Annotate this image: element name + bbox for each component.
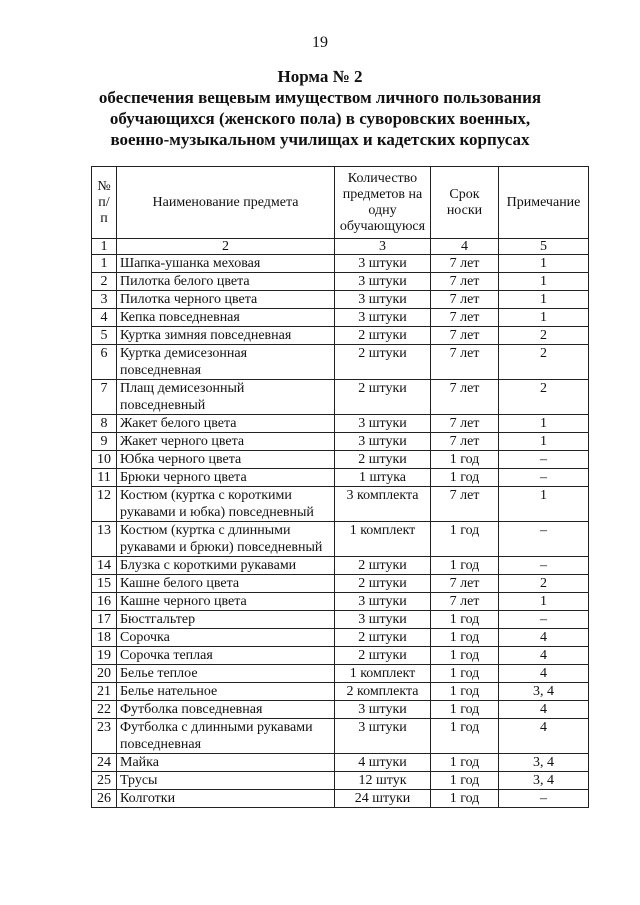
title-line-4: военно-музыкальном училищах и кадетских корпусах xyxy=(110,130,530,149)
cell-name: Майка xyxy=(117,754,335,772)
cell-note: – xyxy=(499,451,589,469)
cell-note: 4 xyxy=(499,701,589,719)
cell-term: 1 год xyxy=(431,522,499,557)
cell-note: 3, 4 xyxy=(499,772,589,790)
column-numbers xyxy=(92,239,589,255)
cell-term: 7 лет xyxy=(431,273,499,291)
cell-name: Сорочка xyxy=(117,629,335,647)
norm-table xyxy=(91,166,589,808)
cell-term: 7 лет xyxy=(431,433,499,451)
cell-qty: 3 штуки xyxy=(335,273,431,291)
cell-num: 12 xyxy=(92,487,117,522)
cell-num: 4 xyxy=(92,309,117,327)
cell-name: Бюстгальтер xyxy=(117,611,335,629)
table-row xyxy=(92,469,589,487)
cell-name: Кашне белого цвета xyxy=(117,575,335,593)
cell-qty: 2 штуки xyxy=(335,629,431,647)
cell-num: 23 xyxy=(92,719,117,754)
cell-term: 1 год xyxy=(431,647,499,665)
cell-note: 3, 4 xyxy=(499,683,589,701)
cell-num: 21 xyxy=(92,683,117,701)
cell-term: 7 лет xyxy=(431,309,499,327)
cell-note: 2 xyxy=(499,327,589,345)
cell-term: 1 год xyxy=(431,665,499,683)
cell-qty: 3 штуки xyxy=(335,309,431,327)
cell-num: 5 xyxy=(92,327,117,345)
table-row xyxy=(92,522,589,557)
cell-term: 7 лет xyxy=(431,291,499,309)
cell-qty: 1 комплект xyxy=(335,665,431,683)
cell-note: 2 xyxy=(499,345,589,380)
table-row xyxy=(92,345,589,380)
cell-term: 1 год xyxy=(431,629,499,647)
cell-name: Трусы xyxy=(117,772,335,790)
cell-qty: 4 штуки xyxy=(335,754,431,772)
cell-num: 14 xyxy=(92,557,117,575)
cell-name: Плащ демисезонный повседневный xyxy=(117,380,335,415)
table-row xyxy=(92,557,589,575)
cell-num: 6 xyxy=(92,345,117,380)
table-row xyxy=(92,291,589,309)
cell-note: 1 xyxy=(499,291,589,309)
cell-note: – xyxy=(499,522,589,557)
column-number: 3 xyxy=(335,239,431,255)
cell-qty: 2 штуки xyxy=(335,647,431,665)
cell-name: Юбка черного цвета xyxy=(117,451,335,469)
cell-note: 4 xyxy=(499,629,589,647)
cell-qty: 2 штуки xyxy=(335,327,431,345)
cell-note: – xyxy=(499,611,589,629)
cell-num: 19 xyxy=(92,647,117,665)
cell-qty: 3 штуки xyxy=(335,433,431,451)
cell-note: – xyxy=(499,790,589,808)
column-number: 4 xyxy=(431,239,499,255)
cell-qty: 1 штука xyxy=(335,469,431,487)
cell-num: 16 xyxy=(92,593,117,611)
cell-num: 3 xyxy=(92,291,117,309)
table-row xyxy=(92,593,589,611)
cell-term: 1 год xyxy=(431,790,499,808)
column-number: 5 xyxy=(499,239,589,255)
cell-term: 1 год xyxy=(431,611,499,629)
cell-name: Куртка зимняя повседневная xyxy=(117,327,335,345)
cell-term: 7 лет xyxy=(431,415,499,433)
cell-name: Колготки xyxy=(117,790,335,808)
cell-qty: 3 штуки xyxy=(335,415,431,433)
table-row xyxy=(92,255,589,273)
cell-num: 11 xyxy=(92,469,117,487)
cell-name: Жакет черного цвета xyxy=(117,433,335,451)
cell-note: 3, 4 xyxy=(499,754,589,772)
table-row xyxy=(92,327,589,345)
header-term: Срок носки xyxy=(431,167,499,239)
cell-num: 20 xyxy=(92,665,117,683)
cell-num: 8 xyxy=(92,415,117,433)
cell-qty: 3 штуки xyxy=(335,611,431,629)
table-row xyxy=(92,309,589,327)
header-note: Примечание xyxy=(499,167,589,239)
table-row xyxy=(92,433,589,451)
cell-term: 1 год xyxy=(431,701,499,719)
cell-name: Брюки черного цвета xyxy=(117,469,335,487)
cell-name: Белье нательное xyxy=(117,683,335,701)
cell-num: 15 xyxy=(92,575,117,593)
cell-num: 1 xyxy=(92,255,117,273)
cell-name: Кашне черного цвета xyxy=(117,593,335,611)
cell-term: 1 год xyxy=(431,719,499,754)
cell-term: 7 лет xyxy=(431,487,499,522)
cell-num: 13 xyxy=(92,522,117,557)
cell-note: 2 xyxy=(499,575,589,593)
cell-term: 1 год xyxy=(431,772,499,790)
table-row xyxy=(92,665,589,683)
cell-note: 4 xyxy=(499,647,589,665)
cell-num: 10 xyxy=(92,451,117,469)
table-row xyxy=(92,629,589,647)
cell-term: 1 год xyxy=(431,754,499,772)
cell-name: Сорочка теплая xyxy=(117,647,335,665)
table-row xyxy=(92,701,589,719)
cell-note: 4 xyxy=(499,665,589,683)
cell-note: 1 xyxy=(499,593,589,611)
cell-num: 25 xyxy=(92,772,117,790)
cell-name: Футболка повседневная xyxy=(117,701,335,719)
cell-term: 1 год xyxy=(431,557,499,575)
cell-qty: 3 комплекта xyxy=(335,487,431,522)
table-row xyxy=(92,415,589,433)
cell-qty: 2 штуки xyxy=(335,451,431,469)
cell-num: 7 xyxy=(92,380,117,415)
cell-qty: 1 комплект xyxy=(335,522,431,557)
cell-name: Костюм (куртка с длинными рукавами и брюки) повседневный xyxy=(117,522,335,557)
cell-name: Белье теплое xyxy=(117,665,335,683)
table-row xyxy=(92,487,589,522)
cell-note: – xyxy=(499,469,589,487)
cell-note: 1 xyxy=(499,309,589,327)
header-num: № п/п xyxy=(92,167,117,239)
cell-term: 7 лет xyxy=(431,380,499,415)
cell-num: 24 xyxy=(92,754,117,772)
cell-qty: 24 штуки xyxy=(335,790,431,808)
cell-qty: 12 штук xyxy=(335,772,431,790)
cell-name: Куртка демисезонная повседневная xyxy=(117,345,335,380)
cell-term: 1 год xyxy=(431,451,499,469)
cell-term: 7 лет xyxy=(431,327,499,345)
cell-term: 1 год xyxy=(431,683,499,701)
cell-num: 26 xyxy=(92,790,117,808)
cell-note: 1 xyxy=(499,487,589,522)
table-row xyxy=(92,380,589,415)
title-line-1: Норма № 2 xyxy=(277,67,363,86)
cell-note: 4 xyxy=(499,719,589,754)
cell-note: 1 xyxy=(499,273,589,291)
table-row xyxy=(92,611,589,629)
table-row xyxy=(92,772,589,790)
header-name: Наименование предмета xyxy=(117,167,335,239)
table-row xyxy=(92,575,589,593)
cell-qty: 2 штуки xyxy=(335,557,431,575)
table-body xyxy=(92,255,589,808)
header-qty: Количество предметов на одну обучающуюся xyxy=(335,167,431,239)
cell-num: 18 xyxy=(92,629,117,647)
cell-name: Шапка-ушанка меховая xyxy=(117,255,335,273)
column-number: 2 xyxy=(117,239,335,255)
cell-term: 7 лет xyxy=(431,255,499,273)
table-row xyxy=(92,683,589,701)
cell-term: 1 год xyxy=(431,469,499,487)
column-numbers-row xyxy=(92,239,589,255)
page-number: 19 xyxy=(312,34,328,51)
cell-note: 1 xyxy=(499,255,589,273)
cell-note: 1 xyxy=(499,415,589,433)
cell-name: Жакет белого цвета xyxy=(117,415,335,433)
cell-qty: 2 штуки xyxy=(335,345,431,380)
table-row xyxy=(92,790,589,808)
table-row xyxy=(92,754,589,772)
table-row xyxy=(92,273,589,291)
document-title xyxy=(0,66,640,150)
cell-qty: 2 штуки xyxy=(335,575,431,593)
cell-name: Футболка с длинными рукавами повседневная xyxy=(117,719,335,754)
cell-name: Пилотка белого цвета xyxy=(117,273,335,291)
title-line-2: обеспечения вещевым имуществом личного пользования xyxy=(98,88,542,107)
cell-num: 9 xyxy=(92,433,117,451)
cell-name: Блузка с короткими рукавами xyxy=(117,557,335,575)
table-header xyxy=(92,167,589,239)
title-line-3: обучающихся (женского пола) в суворовских военных, xyxy=(109,109,531,128)
table-row xyxy=(92,451,589,469)
header-row xyxy=(92,167,589,239)
column-number: 1 xyxy=(92,239,117,255)
cell-term: 7 лет xyxy=(431,593,499,611)
cell-num: 22 xyxy=(92,701,117,719)
cell-note: 1 xyxy=(499,433,589,451)
cell-qty: 3 штуки xyxy=(335,593,431,611)
cell-name: Кепка повседневная xyxy=(117,309,335,327)
cell-qty: 2 комплекта xyxy=(335,683,431,701)
cell-qty: 2 штуки xyxy=(335,380,431,415)
cell-term: 7 лет xyxy=(431,575,499,593)
cell-note: 2 xyxy=(499,380,589,415)
table-row xyxy=(92,719,589,754)
cell-num: 2 xyxy=(92,273,117,291)
table-row xyxy=(92,647,589,665)
cell-name: Костюм (куртка с короткими рукавами и юбка) повседневный xyxy=(117,487,335,522)
cell-num: 17 xyxy=(92,611,117,629)
cell-qty: 3 штуки xyxy=(335,291,431,309)
cell-term: 7 лет xyxy=(431,345,499,380)
cell-qty: 3 штуки xyxy=(335,255,431,273)
cell-name: Пилотка черного цвета xyxy=(117,291,335,309)
cell-qty: 3 штуки xyxy=(335,719,431,754)
cell-qty: 3 штуки xyxy=(335,701,431,719)
cell-note: – xyxy=(499,557,589,575)
